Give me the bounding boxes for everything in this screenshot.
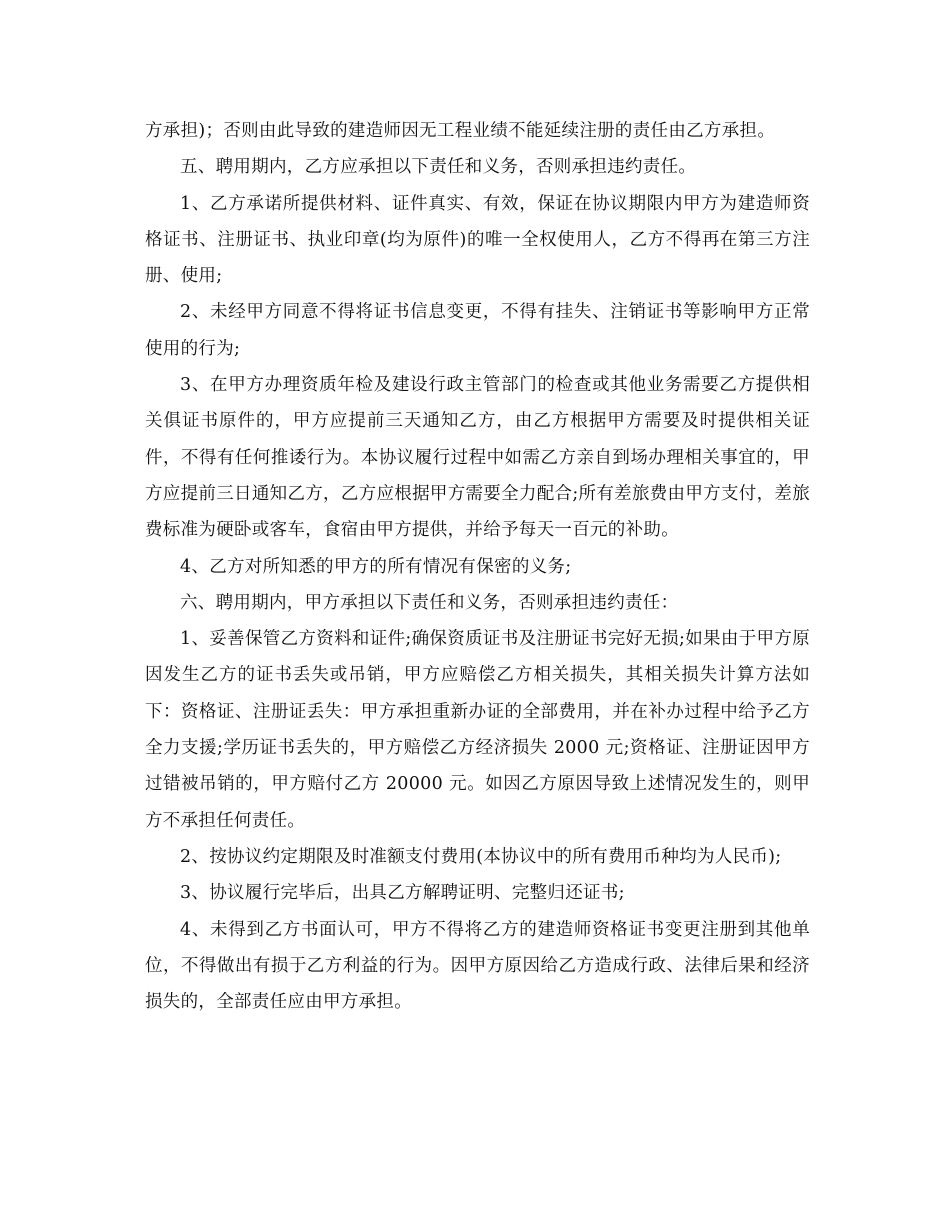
section-six-item-3: 3、协议履行完毕后，出具乙方解聘证明、完整归还证书; — [180, 883, 625, 904]
section-five-item-2: 2、未经甲方同意不得将证书信息变更，不得有挂失、注销证书等影响甲方正常使用的行为; — [145, 302, 810, 359]
section-five-item-1: 1、乙方承诺所提供材料、证件真实、有效，保证在协议期限内甲方为建造师资格证书、注册证书、执业印章(均为原件)的唯一全权使用人，乙方不得再在第三方注册、使用; — [145, 193, 810, 287]
section-six-heading: 六、聘用期内，甲方承担以下责任和义务，否则承担违约责任： — [180, 592, 679, 613]
section-five-heading: 五、聘用期内，乙方应承担以下责任和义务，否则承担违约责任。 — [180, 157, 697, 178]
paragraph-continuation: 方承担)；否则由此导致的建造师因无工程业绩不能延续注册的责任由乙方承担。 — [145, 121, 776, 141]
section-six-item-1: 1、妥善保管乙方资料和证件;确保资质证书及注册证书完好无损;如果由于甲方原因发生乙方的证书丢失或吊销，甲方应赔偿乙方相关损失，其相关损失计算方法如下：资格证、注册证丢失：甲方承担重新办证的全部费用，并在补办过程中给予乙方全力支援;学历证书丢失的，甲方赔偿乙方经济损失 2000 元;资格证、注册证因甲方过错被吊销的，甲方赔付乙方 20000 元。如因乙方原因导致上述情况发生的，则甲方不承担任何责任。 — [145, 629, 810, 831]
section-six-item-4: 4、未得到乙方书面认可，甲方不得将乙方的建造师资格证书变更注册到其他单位，不得做出有损于乙方利益的行为。因甲方原因给乙方造成行政、法律后果和经济损失的，全部责任应由甲方承担。 — [145, 919, 810, 1013]
document-page — [145, 113, 810, 1020]
section-five-item-4: 4、乙方对所知悉的甲方的所有情况有保密的义务; — [180, 556, 572, 577]
section-six-item-2: 2、按协议约定期限及时准额支付费用(本协议中的所有费用币种均为人民币); — [180, 846, 782, 867]
section-five-item-3: 3、在甲方办理资质年检及建设行政主管部门的检查或其他业务需要乙方提供相关俱证书原件的，甲方应提前三天通知乙方，由乙方根据甲方需要及时提供相关证件，不得有任何推诿行为。本协议履行过程中如需乙方亲自到场办理相关事宜的，甲方应提前三日通知乙方，乙方应根据甲方需要全力配合;所有差旅费由甲方支付，差旅费标准为硬卧或客车，食宿由甲方提供，并给予每天一百元的补助。 — [145, 375, 810, 541]
